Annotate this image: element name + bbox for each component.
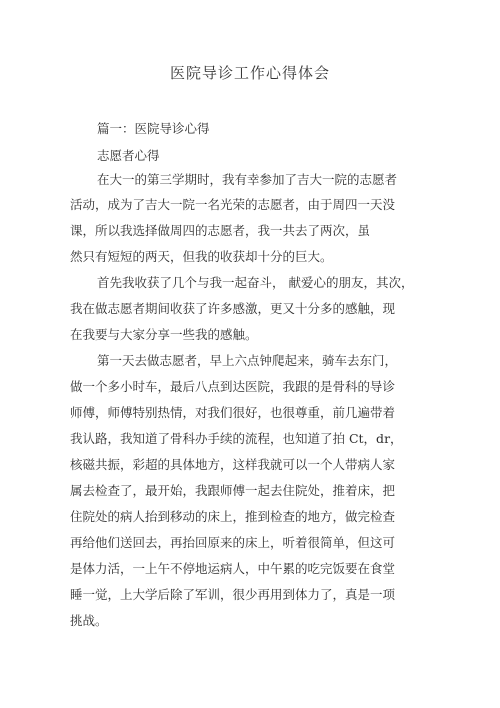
paragraph-line: 住院处的病人抬到移动的床上，推到检查的地方，做完检查	[70, 509, 396, 524]
paragraph-line: 核磁共振，彩超的具体地方，这样我就可以一个人带病人家	[70, 457, 396, 472]
paragraph-line: 睡一觉，上大学后除了军训，很少再用到体力了，真是一项	[70, 587, 396, 602]
paragraph-line: 挑战。	[70, 613, 108, 628]
paragraph-line: 活动，成为了吉大一院一名光荣的志愿者，由于周四一天没	[70, 197, 396, 212]
paragraph-line: 第一天去做志愿者，早上六点钟爬起来，骑车去东门，	[97, 353, 398, 368]
paragraph-line: 在我要与大家分享一些我的感触。	[70, 327, 258, 342]
paragraph-line: 首先我收获了几个与我一起奋斗， 献爱心的朋友，其次，	[97, 275, 414, 290]
paragraph-line: 再给他们送回去，再抬回原来的床上，听着很简单，但这可	[70, 535, 396, 550]
paragraph-line: 属去检查了，最开始，我跟师傅一起去住院处，推着床，把	[70, 483, 396, 498]
paragraph-line: 是体力活，一上午不停地运病人，中午累的吃完饭要在食堂	[70, 561, 396, 576]
document-title: 医院导诊工作心得体会	[169, 64, 330, 82]
section-heading: 篇一：医院导诊心得	[97, 121, 210, 136]
paragraph-line: 课，所以我选择做周四的志愿者，我一共去了两次，虽	[70, 223, 371, 238]
paragraph-line: 做一个多小时车，最后八点到达医院，我跟的是骨科的导诊	[70, 379, 396, 394]
paragraph-line: 在大一的第三学期时，我有幸参加了吉大一院的志愿者	[97, 172, 398, 187]
subheading: 志愿者心得	[97, 148, 160, 163]
paragraph-line: 师傅，师傅特别热情，对我们很好，也很尊重，前几遍带着	[70, 405, 396, 420]
paragraph-line: 我认路，我知道了骨科办手续的流程，也知道了拍 Ct，dr，	[70, 431, 403, 446]
paragraph-line: 我在做志愿者期间收获了许多感激，更又十分多的感触，现	[70, 301, 396, 316]
paragraph-line: 然只有短短的两天，但我的收获却十分的巨大。	[70, 249, 333, 264]
